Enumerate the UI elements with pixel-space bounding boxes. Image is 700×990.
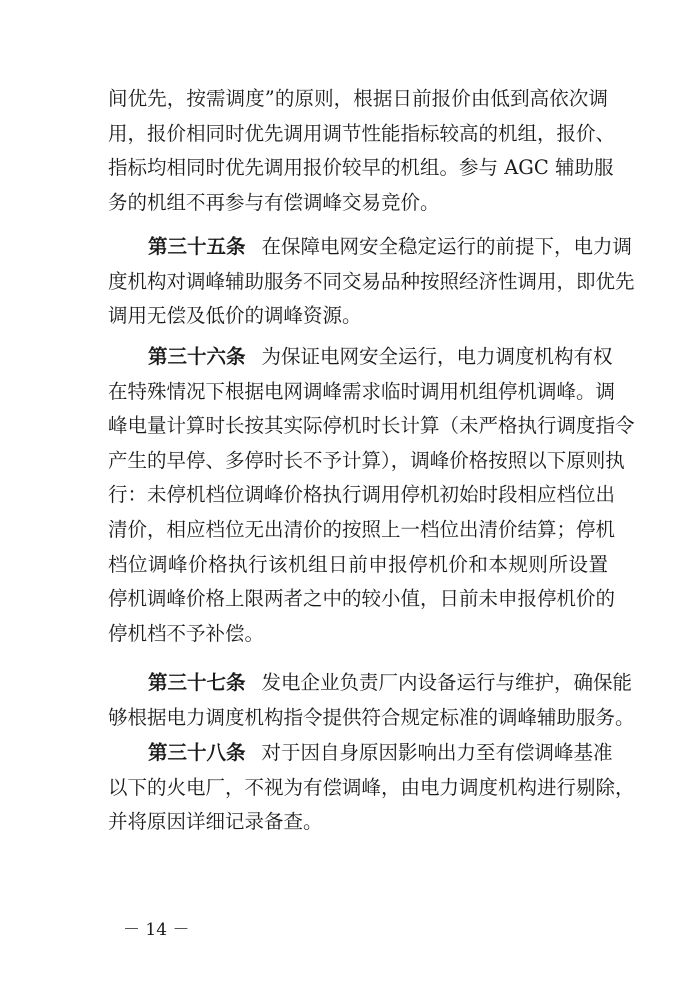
text-line: 间优先，按需调度”的原则，根据日前报价由低到高依次调	[108, 87, 608, 110]
article-35	[108, 230, 635, 334]
text-line: 用，报价相同时优先调用调节性能指标较高的机组，报价、	[108, 121, 616, 145]
text-line: 行：未停机档位调峰价格执行调用停机初始时段相应档位出	[108, 483, 616, 507]
text-line: 档位调峰价格执行该机组日前申报停机价和本规则所设置	[108, 552, 608, 576]
text-line: 务的机组不再参与有偿调峰交易竞价。	[108, 190, 440, 214]
page-number: － 14 －	[123, 920, 190, 940]
text-line: 并将原因详细记录备查。	[108, 810, 323, 834]
article-text: 发电企业负责厂内设备运行与维护，确保能	[261, 671, 633, 694]
article-label: 第三十七条	[148, 671, 246, 694]
text-line	[108, 340, 613, 375]
article-text: 对于因自身原因影响出力至有偿调峰基准	[261, 741, 613, 764]
article-text: 为保证电网安全运行，电力调度机构有权	[261, 345, 613, 368]
text-line: 度机构对调峰辅助服务不同交易品种按照经济性调用，即优先	[108, 269, 635, 293]
article-36	[108, 340, 635, 651]
text-line: 停机档不予补偿。	[108, 621, 265, 645]
text-line	[108, 736, 613, 771]
article-label: 第三十八条	[148, 741, 246, 764]
text-line	[108, 666, 633, 701]
text-line: 够根据电力调度机构指令提供符合规定标准的调峰辅助服务。	[108, 705, 635, 729]
text-line	[108, 230, 633, 265]
article-label: 第三十五条	[148, 235, 246, 258]
text-line: 峰电量计算时长按其实际停机时长计算（未严格执行调度指令	[108, 414, 635, 438]
text-line: 在特殊情况下根据电网调峰需求临时调用机组停机调峰。调	[108, 379, 616, 403]
text-line: 以下的火电厂，不视为有偿调峰，由电力调度机构进行剔除，	[108, 775, 635, 799]
article-text: 在保障电网安全稳定运行的前提下，电力调	[261, 235, 633, 258]
article-37	[108, 666, 635, 735]
text-line: 调用无偿及低价的调峰资源。	[108, 304, 362, 328]
paragraph-continued	[108, 82, 616, 220]
article-label: 第三十六条	[148, 345, 246, 368]
article-38	[108, 736, 635, 840]
text-line: 产生的早停、多停时长不予计算），调峰价格按照以下原则执	[108, 448, 625, 472]
text-line: 停机调峰价格上限两者之中的较小值，日前未申报停机价的	[108, 587, 616, 611]
text-line: 清价，相应档位无出清价的按照上一档位出清价结算；停机	[108, 517, 616, 541]
text-line: 指标均相同时优先调用报价较早的机组。参与 AGC 辅助服	[108, 156, 614, 180]
